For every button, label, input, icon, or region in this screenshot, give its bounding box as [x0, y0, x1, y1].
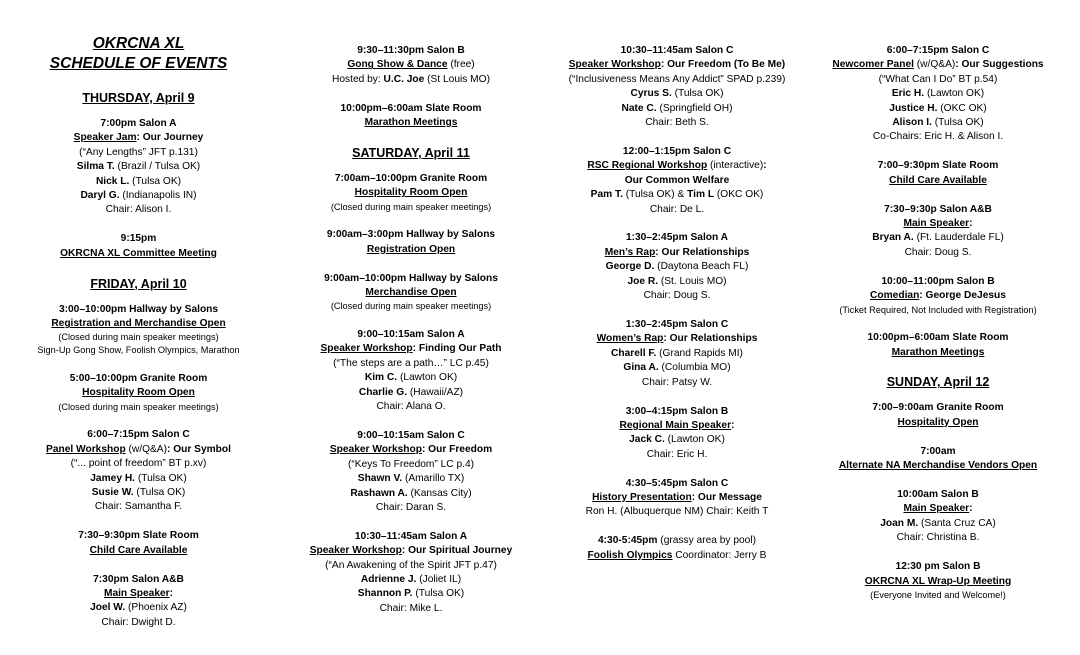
event-time: 9:00am–10:00pm Hallway by Salons [324, 272, 498, 284]
event-main-speaker [22, 573, 255, 631]
event-chair: Chair: Eric H. [646, 448, 708, 460]
event-title: Main Speaker: [903, 218, 973, 230]
event-quote: (“... point of freedom” BT p.xv) [70, 458, 207, 470]
event-speaker: Nate C. (Springfield OH) [621, 102, 733, 114]
column-3 [553, 44, 801, 578]
event-time: 10:30–11:45am Salon C [620, 45, 734, 56]
event-speaker: Joe R. (St. Louis MO) [627, 275, 727, 287]
event-time: 9:00am–3:00pm Hallway by Salons [326, 229, 496, 241]
event-speaker: Alison I. (Tulsa OK) [892, 117, 984, 129]
event-title: Hospitality Room Open [82, 387, 195, 399]
event-speaker: Gina A. (Columbia MO) [623, 362, 731, 374]
column-4 [822, 44, 1054, 616]
event-speaker: Cyrus S. (Tulsa OK) [630, 88, 724, 100]
event-title: Main Speaker: [903, 503, 973, 515]
event-speaker: Susie W. (Tulsa OK) [91, 486, 186, 498]
event-time: 10:00–11:00pm Salon B [881, 275, 995, 287]
event-time: 9:00–10:15am Salon C [357, 429, 465, 441]
event-quote: (“An Awakening of the Spirit JFT p.47) [325, 559, 497, 571]
event-speaker: Joel W. (Phoenix AZ) [90, 602, 187, 614]
event-chair: Chair: Doug S. [904, 246, 972, 258]
event-time: 1:30–2:45pm Salon A [625, 232, 729, 244]
event-history-presentation [553, 477, 801, 520]
event-quote: (“What Can I Do” BT p.54) [878, 73, 998, 85]
event-mens-rap [553, 231, 801, 303]
event-title: Gong Show & Dance (free) [347, 59, 475, 71]
event-time: 3:00–10:00pm Hallway by Salons [58, 303, 219, 315]
event-chair: Chair: Doug S. [643, 290, 711, 302]
event-time: 6:00–7:15pm Salon C [886, 45, 990, 56]
event-time: 5:00–10:00pm Granite Room [69, 372, 208, 384]
event-chair: Chair: Alana O. [376, 401, 446, 412]
event-quote: (“Keys To Freedom” LC p.4) [347, 458, 475, 470]
event-time: 4:30–5:45pm Salon C [625, 477, 729, 489]
event-speaker: Charlie G. (Hawaii/AZ) [358, 386, 464, 398]
event-time: 3:00–4:15pm Salon B [625, 405, 729, 417]
event-speaker: Jamey H. (Tulsa OK) [90, 472, 187, 484]
event-topic: Our Common Welfare [624, 174, 730, 186]
event-time: 7:00am–10:00pm Granite Room [334, 173, 488, 185]
event-time: 7:30–9:30p Salon A&B [884, 203, 992, 215]
event-title: Child Care Available [889, 174, 987, 186]
event-time: 12:30 pm Salon B [895, 561, 981, 573]
event-time: 10:00pm–6:00am Slate Room [340, 102, 482, 114]
event-regional-main-speaker [553, 405, 801, 463]
event-rsc-regional-workshop [553, 145, 801, 217]
event-gong-show [294, 44, 528, 87]
event-title: Women’s Rap: Our Relationships [596, 333, 758, 345]
event-foolish-olympics [553, 534, 801, 563]
event-time: 7:00–9:30pm Slate Room [877, 160, 999, 172]
event-speaker: Daryl G. (Indianapolis IN) [80, 190, 197, 202]
event-speaker: Rashawn A. (Kansas City) [350, 487, 472, 499]
event-title: Hospitality Room Open [354, 187, 468, 199]
event-hospitality-room [294, 172, 528, 214]
column-2 [294, 44, 528, 631]
event-child-care [822, 159, 1054, 188]
event-speaker: Eric H. (Lawton OK) [891, 88, 985, 100]
event-speaker-chair: Ron H. (Albuquerque NM) Chair: Keith T [585, 506, 769, 518]
event-speaker: Nick L. (Tulsa OK) [95, 175, 182, 187]
event-workshop-finding-path [294, 328, 528, 414]
event-title: Speaker Workshop: Our Freedom (To Be Me) [568, 59, 786, 71]
event-quote: (“Any Lengths” JFT p.131) [79, 146, 198, 158]
event-note: (Everyone Invited and Welcome!) [870, 589, 1006, 600]
event-title: Men’s Rap: Our Relationships [604, 246, 750, 258]
day-heading-sunday: SUNDAY, April 12 [886, 375, 990, 390]
event-comedian [822, 275, 1054, 317]
event-note: (Ticket Required, Not Included with Registration) [839, 304, 1037, 315]
event-title: Registration Open [366, 243, 456, 255]
event-speaker: Charell F. (Grand Rapids MI) [611, 347, 743, 359]
event-title: Child Care Available [89, 544, 188, 556]
event-title: Speaker Workshop: Our Spiritual Journey [309, 545, 513, 557]
event-title: Speaker Workshop: Finding Our Path [320, 343, 502, 355]
event-chair: Chair: Patsy W. [641, 376, 713, 388]
event-hospitality-open [822, 401, 1054, 430]
column-1 [22, 34, 255, 645]
event-time: 12:00–1:15pm Salon C [622, 145, 732, 157]
event-time: 7:30–9:30pm Slate Room [78, 530, 199, 542]
event-speaker: Justice H. (OKC OK) [889, 102, 987, 114]
event-speaker: Jack C. (Lawton OK) [629, 434, 725, 446]
event-title: Foolish Olympics Coordinator: Jerry B [587, 549, 767, 561]
event-speaker-jam [22, 117, 255, 218]
event-title: Speaker Jam: Our Journey [73, 132, 204, 144]
event-speaker: Bryan A. (Ft. Lauderdale FL) [872, 232, 1004, 244]
event-speaker: Adrienne J. (Joliet IL) [360, 574, 462, 586]
event-panel-workshop [22, 428, 255, 514]
day-heading-saturday: SATURDAY, April 11 [352, 146, 470, 161]
event-merchandise [294, 272, 528, 314]
schedule-title-line-2: SCHEDULE OF EVENTS [49, 55, 228, 72]
event-marathon-meetings [822, 331, 1054, 360]
event-main-speaker [822, 488, 1054, 546]
schedule-title-line-1: OKRCNA XL [92, 35, 185, 52]
event-quote: (“The steps are a path…” LC p.45) [333, 357, 489, 369]
event-wrap-up-meeting [822, 560, 1054, 602]
event-speaker: George D. (Daytona Beach FL) [605, 261, 749, 273]
event-committee-meeting [22, 232, 255, 261]
event-quote: (“Inclusiveness Means Any Addict” SPAD p.239) [568, 73, 786, 85]
event-title: Registration and Merchandise Open [51, 318, 226, 330]
event-title: Main Speaker: [103, 587, 174, 599]
event-time: 9:15pm [120, 233, 157, 245]
event-time: 9:30–11:30pm Salon B [357, 45, 465, 56]
event-chair: Chair: Mike L. [379, 602, 443, 614]
event-title: Comedian: George DeJesus [870, 290, 1006, 302]
event-chair: Chair: Dwight D. [101, 616, 176, 628]
day-heading-thursday: THURSDAY, April 9 [82, 91, 195, 105]
event-womens-rap [553, 318, 801, 390]
event-registration [294, 228, 528, 257]
event-chair: Co-Chairs: Eric H. & Alison I. [872, 131, 1004, 143]
event-chair: Chair: Daran S. [375, 501, 447, 513]
event-title: Panel Workshop (w/Q&A): Our Symbol [46, 443, 231, 455]
event-time: 7:00am [920, 445, 956, 457]
event-title: Regional Main Speaker: [619, 419, 735, 431]
event-speaker: Shannon P. (Tulsa OK) [357, 588, 465, 600]
event-note: (Closed during main speaker meetings) [58, 401, 219, 412]
event-workshop-freedom-to-be-me [553, 44, 801, 130]
event-note: (Closed during main speaker meetings) [58, 332, 219, 343]
event-time: 7:00pm Salon A [100, 118, 177, 129]
event-title: Newcomer Panel (w/Q&A): Our Suggestions [832, 59, 1044, 71]
event-title: Alternate NA Merchandise Vendors Open [838, 460, 1038, 472]
event-title: Hospitality Open [897, 416, 979, 428]
event-chair: Chair: Samantha F. [94, 501, 183, 513]
event-title: Marathon Meetings [364, 117, 458, 129]
event-time: 10:00pm–6:00am Slate Room [867, 332, 1009, 344]
event-newcomer-panel [822, 44, 1054, 145]
event-title: OKRCNA XL Committee Meeting [60, 247, 217, 259]
event-chair: Chair: Christina B. [896, 532, 980, 544]
event-time: 9:00–10:15am Salon A [357, 328, 465, 340]
event-host: Hosted by: U.C. Joe (St Louis MO) [332, 73, 490, 85]
event-workshop-spiritual-journey [294, 530, 528, 616]
day-heading-friday: FRIDAY, April 10 [90, 276, 187, 291]
event-speaker: Joan M. (Santa Cruz CA) [880, 517, 996, 529]
event-note: (Closed during main speaker meetings) [330, 301, 492, 312]
event-time: 10:00am Salon B [897, 489, 979, 501]
event-time: 7:00–9:00am Granite Room [872, 402, 1004, 414]
event-speaker: Silma T. (Brazil / Tulsa OK) [76, 161, 201, 173]
event-speakers: Pam T. (Tulsa OK) & Tim L (OKC OK) [590, 189, 764, 201]
event-chair: Chair: De L. [649, 203, 705, 215]
event-time: 7:30pm Salon A&B [93, 573, 184, 585]
event-main-speaker [822, 203, 1054, 261]
event-title: OKRCNA XL Wrap-Up Meeting [864, 575, 1012, 587]
event-merchandise-vendors [822, 445, 1054, 474]
event-marathon-meetings [294, 102, 528, 131]
event-time: 6:00–7:15pm Salon C [87, 429, 190, 441]
event-chair: Chair: Alison I. [105, 204, 172, 216]
event-time: 1:30–2:45pm Salon C [625, 319, 729, 330]
event-title: RSC Regional Workshop (interactive): [587, 160, 767, 172]
event-time: 4:30-5:45pm (grassy area by pool) [598, 535, 756, 547]
event-child-care [22, 529, 255, 558]
event-title: History Presentation: Our Message [592, 492, 762, 504]
event-speaker: Shawn V. (Amarillo TX) [357, 473, 465, 485]
event-chair: Chair: Beth S. [645, 117, 709, 129]
event-title: Speaker Workshop: Our Freedom [329, 444, 493, 456]
event-registration-merchandise [22, 303, 255, 358]
event-note: (Closed during main speaker meetings) [330, 201, 492, 212]
event-title: Merchandise Open [365, 287, 457, 299]
event-time: 10:30–11:45am Salon A [354, 530, 468, 542]
event-workshop-freedom [294, 429, 528, 515]
event-speaker: Kim C. (Lawton OK) [364, 372, 458, 384]
event-hospitality-room [22, 372, 255, 414]
event-title: Marathon Meetings [891, 346, 985, 358]
event-note: Sign-Up Gong Show, Foolish Olympics, Marathon [37, 345, 240, 356]
